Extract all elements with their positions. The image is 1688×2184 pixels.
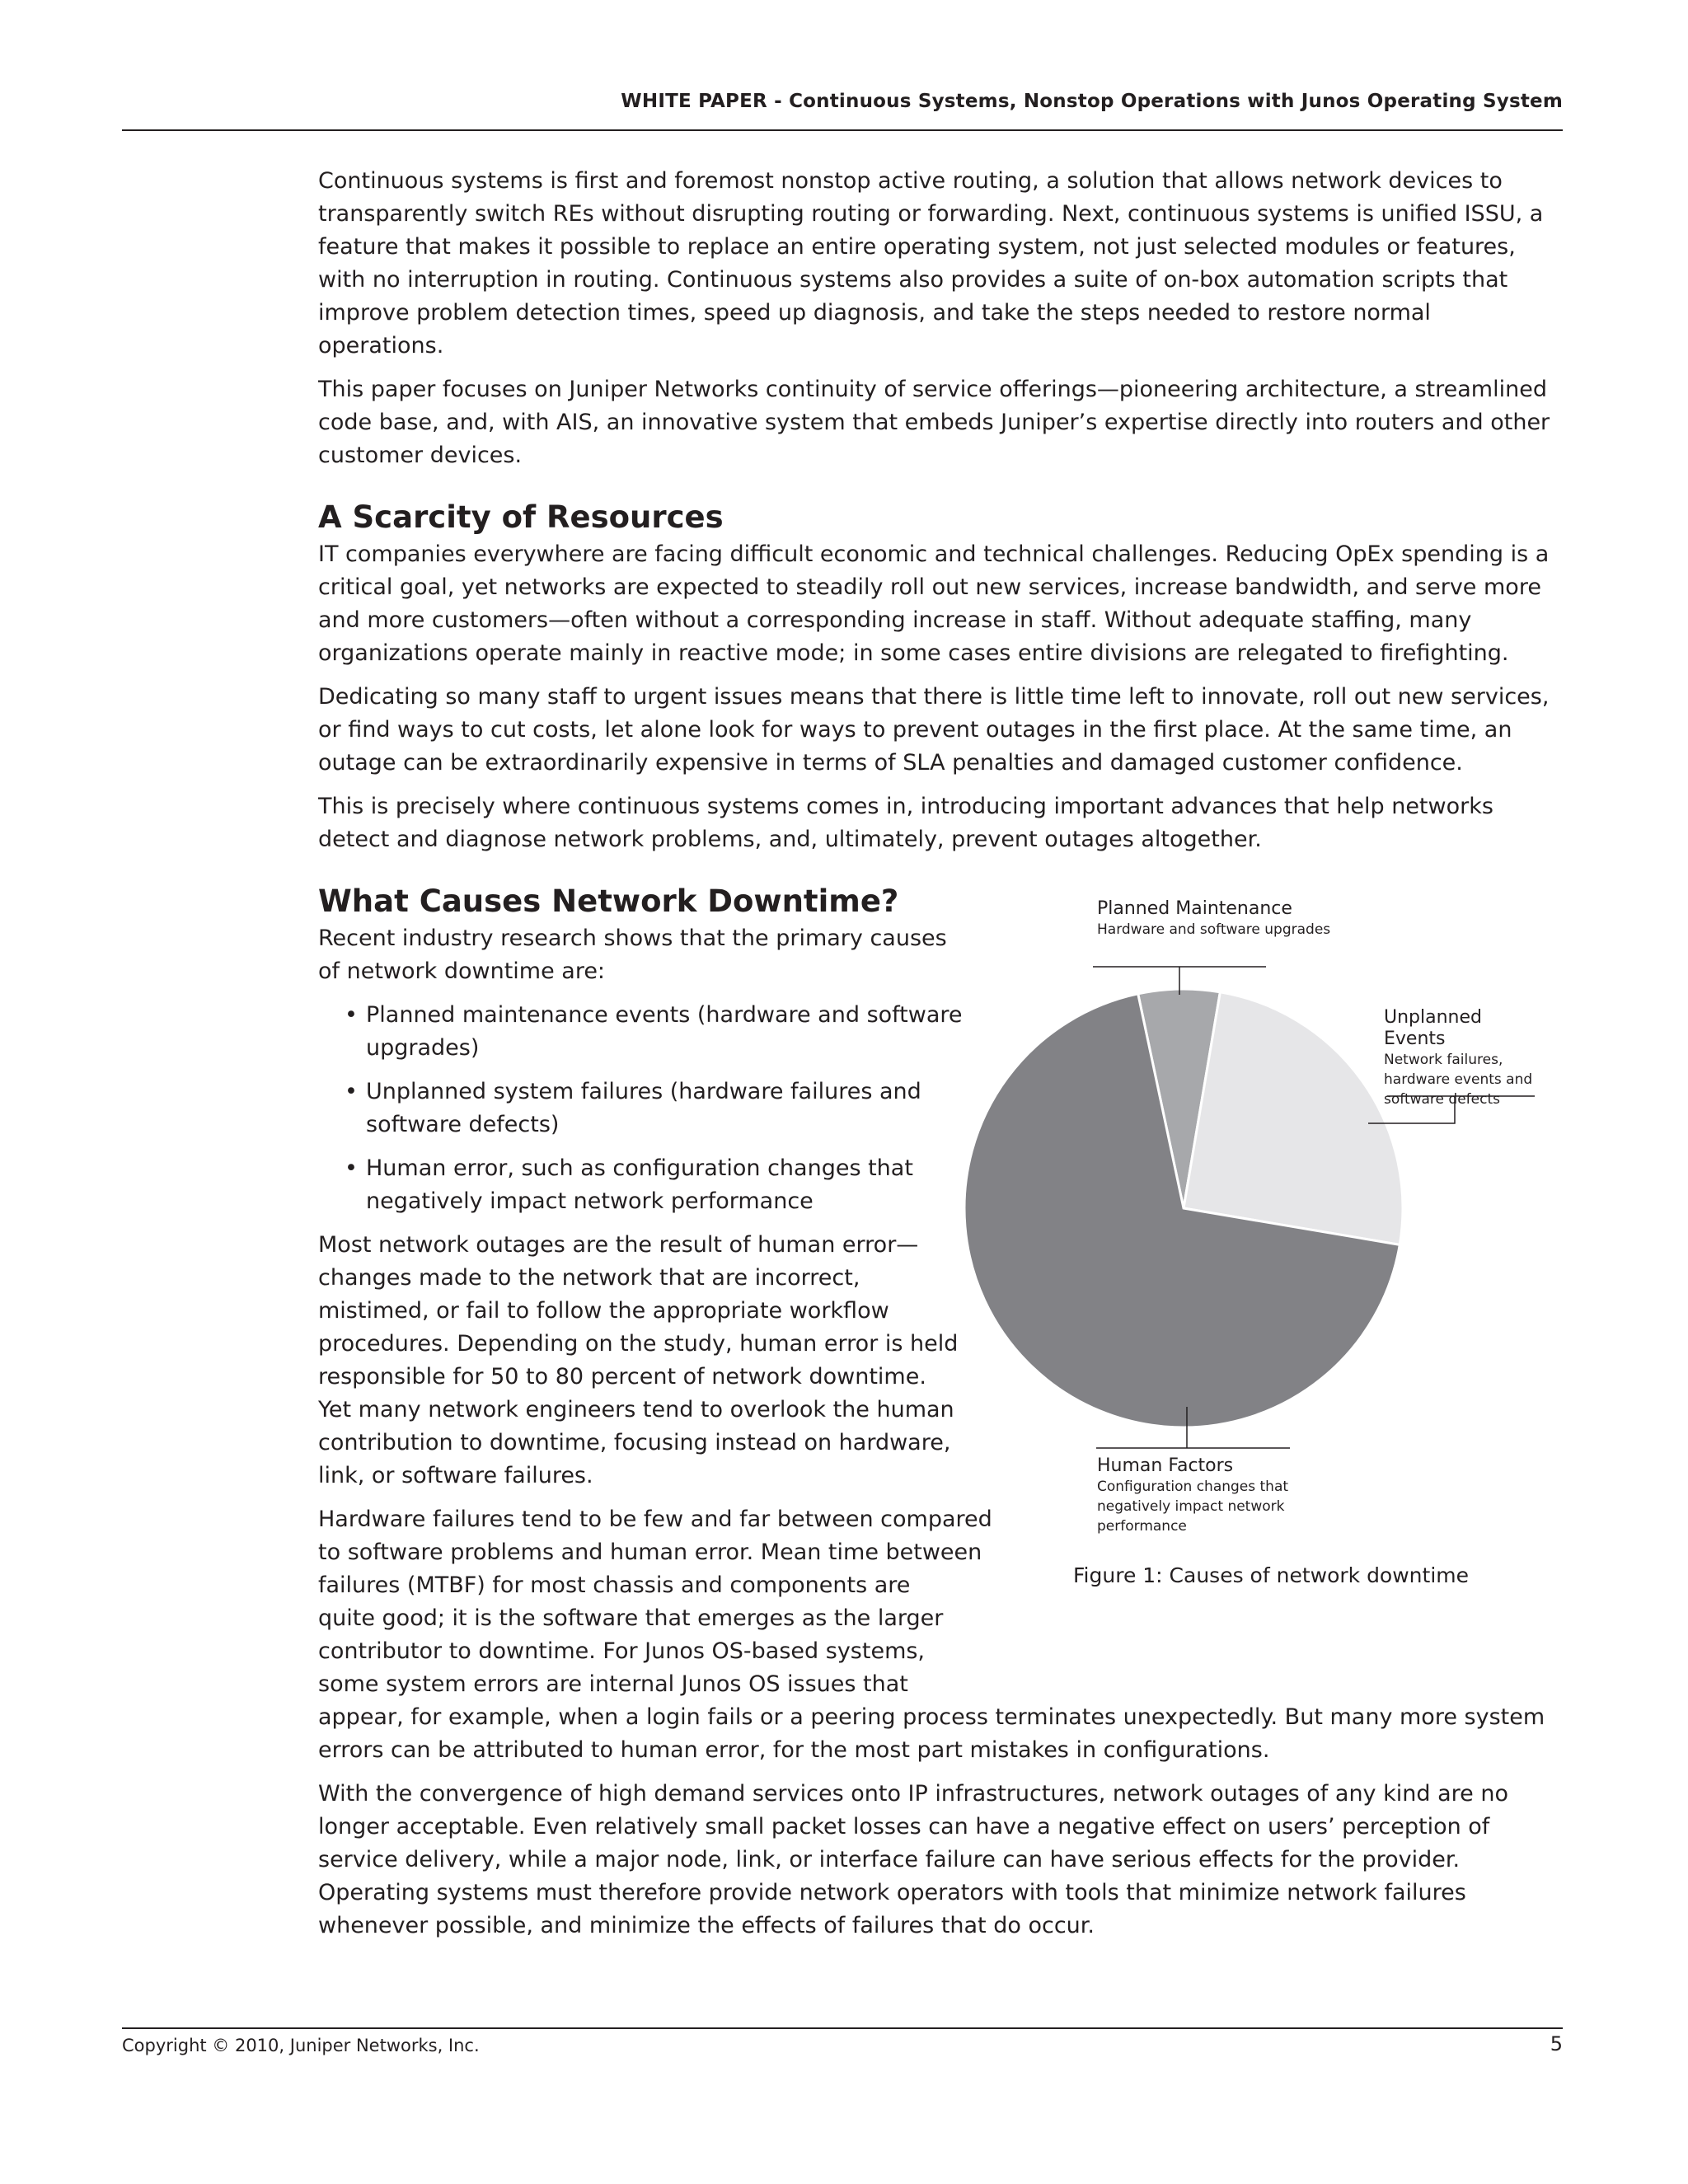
hardware-failures-paragraph: [318, 1503, 1563, 1767]
slice-description: Network failures, hardware events and software defects: [1384, 1052, 1533, 1108]
scarcity-paragraph-1: IT companies everywhere are facing difficult economic and technical challenges. Reducing OpEx spending is a critical goal, yet networks are expected to steadily roll out new services, increase bandwidth, and serve more and more customers—often without a corresponding increase in staff. Without adequate staffing, many organizations operate mainly in reactive mode; in some cases entire divisions are relegated to firefighting.: [318, 541, 1550, 666]
downtime-causes-list: [318, 999, 1009, 1218]
scarcity-paragraph-3: This is precisely where continuous systems comes in, introducing important advances that help networks detect and diagnose network problems, and, ultimately, prevent outages altogether.: [318, 794, 1493, 852]
label-planned-maintenance: [1097, 898, 1344, 940]
footer-rule: [122, 2027, 1563, 2029]
slice-label: Unplanned Events: [1384, 1007, 1482, 1049]
slice-label: Human Factors: [1097, 1455, 1234, 1476]
list-item: • Planned maintenance events (hardware and software upgrades): [366, 999, 1009, 1065]
slice-description: Configuration changes that negatively impact network performance: [1097, 1479, 1289, 1535]
paragraph-line: quite good; it is the software that emerges as the larger: [318, 1605, 944, 1631]
pie-slice-unplanned-events: [1184, 992, 1403, 1245]
section-heading-downtime: What Causes Network Downtime?: [318, 883, 899, 919]
pie-slices: [964, 989, 1403, 1427]
header-rule: [122, 129, 1563, 131]
paragraph-line: failures (MTBF) for most chassis and components are: [318, 1572, 911, 1598]
label-human-factors: [1097, 1455, 1320, 1536]
copyright-notice: Copyright © 2010, Juniper Networks, Inc.: [122, 2036, 480, 2055]
convergence-paragraph: With the convergence of high demand services onto IP infrastructures, network outages of any kind are no longer acceptable. Even relatively small packet losses can have a negative effect on users’ perception of service delivery, while a major node, link, or interface failure can have serious effects for the provider. Operating systems must therefore provide network operators with tools that minimize network failures whenever possible, and minimize the effects of failures that do occur.: [318, 1781, 1508, 1938]
paragraph-line: Hardware failures tend to be few and far between compared: [318, 1507, 992, 1532]
paragraph-line: to software problems and human error. Mean time between: [318, 1540, 982, 1565]
paragraph-line: some system errors are internal Junos OS issues that: [318, 1671, 908, 1697]
running-header: WHITE PAPER - Continuous Systems, Nonstop Operations with Junos Operating System: [621, 91, 1563, 112]
label-unplanned-events: [1384, 1007, 1549, 1109]
slice-label: Planned Maintenance: [1097, 898, 1292, 919]
slice-description: Hardware and software upgrades: [1097, 921, 1331, 938]
downtime-intro-paragraph: Recent industry research shows that the primary causes of network downtime are:: [318, 926, 947, 984]
scarcity-paragraph-2: Dedicating so many staff to urgent issues means that there is little time left to innovate, roll out new services, or find ways to cut costs, let alone look for ways to prevent outages in the first place. At the same time, an outage can be extraordinarily expensive in terms of SLA penalties and damaged customer confidence.: [318, 684, 1550, 776]
human-error-paragraph: Most network outages are the result of human error— changes made to the network that are incorrect, mistimed, or fail to follow the appropriate workflow procedures. Depending on the study, human error is held responsible for 50 to 80 percent of network downtime. Yet many network engineers tend to overlook the human contribution to downtime, focusing instead on hardware, link, or software failures.: [318, 1232, 959, 1488]
page-number: 5: [1550, 2032, 1563, 2055]
intro-paragraph-2: This paper focuses on Juniper Networks continuity of service offerings—pioneering architecture, a streamlined code base, and, with AIS, an innovative system that embeds Juniper’s expertise directly into routers and other customer devices.: [318, 377, 1550, 468]
list-item: • Unplanned system failures (hardware failures and software defects): [366, 1076, 1009, 1141]
paragraph-continuation: appear, for example, when a login fails or a peering process terminates unexpectedly. But many more system errors can be attributed to human error, for the most part mistakes in configurations.: [318, 1704, 1545, 1763]
downtime-pie-chart: [956, 890, 1566, 1533]
paragraph-line: contributor to downtime. For Junos OS-based systems,: [318, 1638, 926, 1664]
intro-paragraph-1: Continuous systems is first and foremost nonstop active routing, a solution that allows network devices to transparently switch REs without disrupting routing or forwarding. Next, continuous systems is unified ISSU, a feature that makes it possible to replace an entire operating system, not just selected modules or features, with no interruption in routing. Continuous systems also provides a suite of on-box automation scripts that improve problem detection times, speed up diagnosis, and take the steps needed to restore normal operations.: [318, 168, 1544, 359]
figure-caption: Figure 1: Causes of network downtime: [1073, 1563, 1470, 1587]
list-item: • Human error, such as configuration changes that negatively impact network performance: [366, 1152, 1009, 1218]
section-heading-scarcity: A Scarcity of Resources: [318, 499, 724, 535]
